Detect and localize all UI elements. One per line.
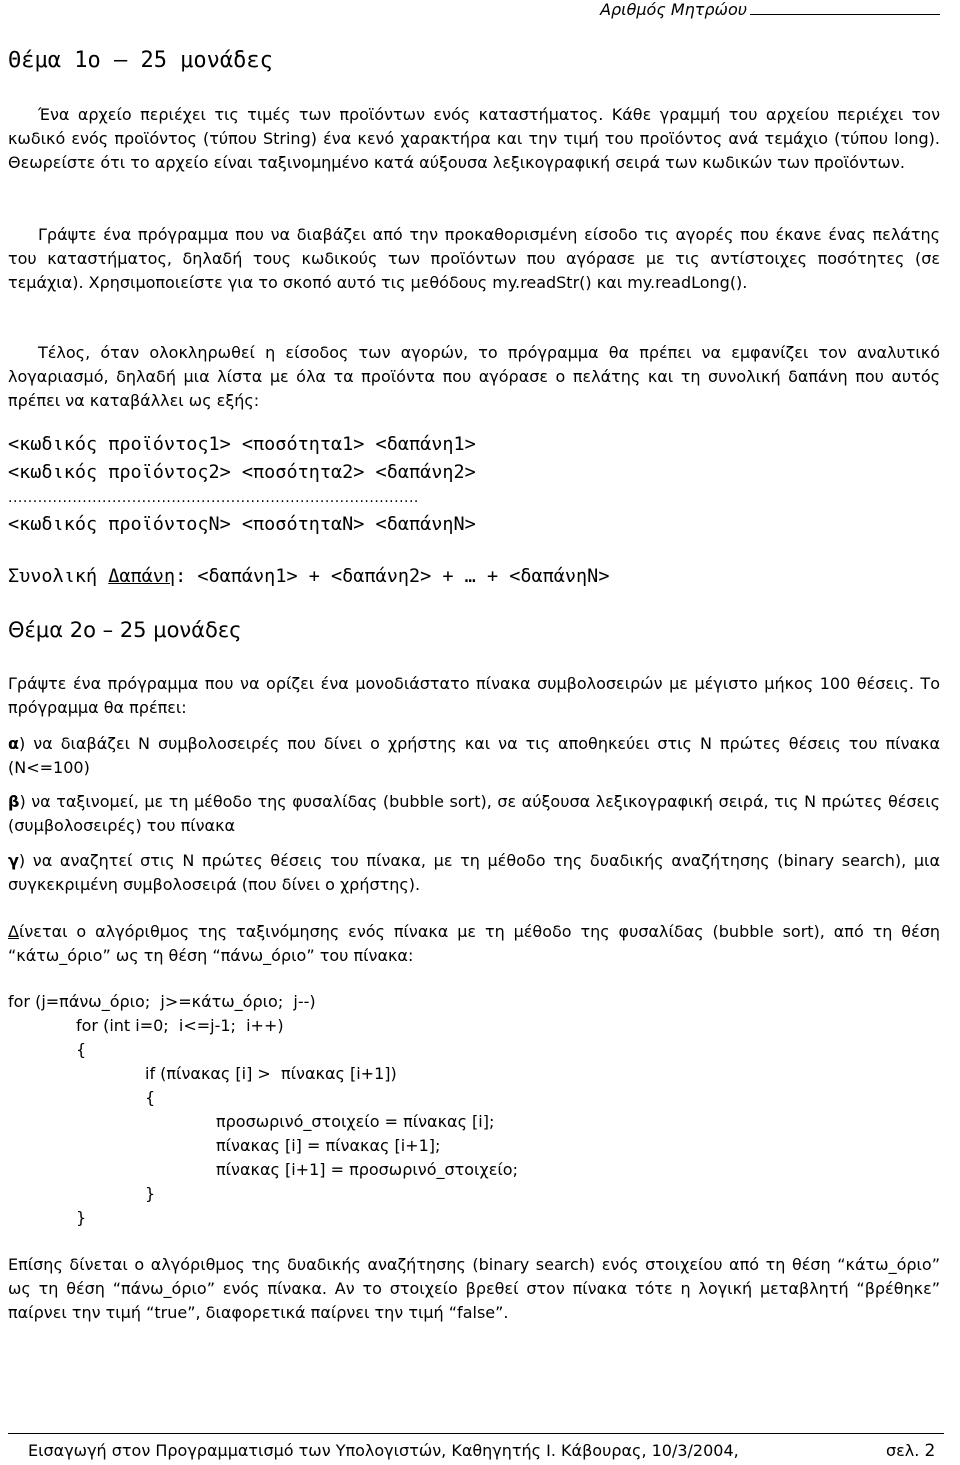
bubble-sort-intro-text: ίνεται ο αλγόριθμος της ταξινόμησης ενός πίνακα με τη μέθοδο της φυσαλίδας (bubble sort), από τη θέση “κάτω_όριο” ως τη θέση “πάνω_όριο” του πίνακα: bbox=[8, 922, 940, 965]
registry-number-label: Αριθμός Μητρώου bbox=[600, 0, 747, 19]
item-b-text: ) να ταξινομεί, με τη μέθοδο της φυσαλίδας (bubble sort), σε αύξουσα λεξικογραφική σειρά, τις N πρώτες θέσεις (συμβολοσειρές) του πίνακα bbox=[8, 792, 940, 835]
code-line-6: προσωρινό_στοιχείο = πίνακας [i]; bbox=[216, 1112, 495, 1131]
output-format-line-1: <κωδικός προϊόντος1> <ποσότητα1> <δαπάνη1> bbox=[8, 434, 476, 455]
topic2-item-a bbox=[8, 732, 940, 780]
code-line-8: πίνακας [i+1] = προσωρινό_στοιχείο; bbox=[216, 1160, 518, 1179]
topic2-title: Θέμα 2ο – 25 μονάδες bbox=[8, 618, 242, 642]
output-format-line-2: <κωδικός προϊόντος2> <ποσότητα2> <δαπάνη2> bbox=[8, 462, 476, 483]
footer-page-number bbox=[886, 1441, 935, 1461]
bubble-sort-intro-initial: Δ bbox=[8, 922, 19, 941]
item-c-label: γ bbox=[8, 851, 19, 870]
total-cost-label-1: Συνολική bbox=[8, 566, 109, 587]
binary-search-paragraph: Επίσης δίνεται ο αλγόριθμος της δυαδικής αναζήτησης (binary search) ενός στοιχείου από τη θέση “κάτω_όριο” ως τη θέση “πάνω_όριο” ενός πίνακα. Αν το στοιχείο βρεθεί στον πίνακα τότε η λογική μεταβλητή “βρέθηκε” παίρνει την τιμή “true”, διαφορετικά παίρνει την τιμή “false”. bbox=[8, 1255, 940, 1322]
footer-divider bbox=[8, 1433, 944, 1434]
topic1-paragraph-3: Τέλος, όταν ολοκληρωθεί η είσοδος των αγορών, το πρόγραμμα θα πρέπει να εμφανίζει τον αναλυτικό λογαριασμό, δηλαδή μια λίστα με όλα τα προϊόντα που αγόρασε ο πελάτης και τη συνολική δαπάνη που αυτός πρέπει να καταβάλλει ως εξής: bbox=[8, 343, 940, 410]
page-label: σελ. bbox=[886, 1441, 920, 1460]
output-format-ellipsis: ................................................................................... bbox=[8, 490, 419, 506]
topic1-paragraph-1: Ένα αρχείο περιέχει τις τιμές των προϊόντων ενός καταστήματος. Κάθε γραμμή του αρχείου περιέχει τον κωδικό ενός προϊόντος (τύπου String) ένα κενό χαρακτήρα και την τιμή του προϊόντος ανά τεμάχιο (τύπου long). Θεωρείστε ότι το αρχείο είναι ταξινομημένο κατά αύξουσα λεξικογραφική σειρά των κωδικών των προϊόντων. bbox=[8, 105, 940, 172]
total-cost-formula: : <δαπάνη1> + <δαπάνη2> + … + <δαπάνηN> bbox=[175, 566, 610, 587]
code-line-4: if (πίνακας [i] > πίνακας [i+1]) bbox=[145, 1064, 397, 1083]
total-cost-line bbox=[8, 566, 609, 587]
topic1-paragraph-2: Γράψτε ένα πρόγραμμα που να διαβάζει από την προκαθορισμένη είσοδο τις αγορές που έκανε ένας πελάτης του καταστήματος, δηλαδή τους κωδικούς των προϊόντων που αγόρασε με τις αντίστοιχες ποσότητες (σε τεμάχια). Χρησιμοποιείστε για το σκοπό αυτό τις μεθόδους my.readStr() και my.readLong(). bbox=[8, 225, 940, 292]
code-line-9: } bbox=[145, 1184, 156, 1203]
code-line-2: for (int i=0; i<=j-1; i++) bbox=[76, 1016, 284, 1035]
item-a-label: α bbox=[8, 734, 19, 753]
total-cost-label-2: Δαπάνη bbox=[108, 566, 176, 587]
registry-number-field bbox=[600, 0, 940, 19]
registry-number-blank-line bbox=[750, 0, 940, 15]
code-line-3: { bbox=[76, 1040, 87, 1059]
code-line-1: for (j=πάνω_όριο; j>=κάτω_όριο; j--) bbox=[8, 992, 316, 1011]
code-line-10: } bbox=[76, 1208, 87, 1227]
footer-course-info: Εισαγωγή στον Προγραμματισμό των Υπολογιστών, Καθηγητής Ι. Κάβουρας, 10/3/2004, bbox=[28, 1441, 739, 1460]
page-number: 2 bbox=[924, 1441, 936, 1461]
topic2-item-c bbox=[8, 849, 940, 897]
code-line-5: { bbox=[145, 1088, 156, 1107]
item-c-text: ) να αναζητεί στις N πρώτες θέσεις του πίνακα, με τη μέθοδο της δυαδικής αναζήτησης (binary search), μια συγκεκριμένη συμβολοσειρά (που δίνει ο χρήστης). bbox=[8, 851, 940, 894]
bubble-sort-intro bbox=[8, 920, 940, 968]
topic1-title: Θέμα 1ο – 25 μονάδες bbox=[8, 48, 273, 73]
code-line-7: πίνακας [i] = πίνακας [i+1]; bbox=[216, 1136, 441, 1155]
topic2-intro: Γράψτε ένα πρόγραμμα που να ορίζει ένα μονοδιάστατο πίνακα συμβολοσειρών με μέγιστο μήκος 100 θέσεις. Το πρόγραμμα θα πρέπει: bbox=[8, 674, 940, 717]
topic2-item-b bbox=[8, 790, 940, 838]
output-format-line-n: <κωδικός προϊόντοςN> <ποσότηταN> <δαπάνηN> bbox=[8, 514, 476, 535]
item-b-label: β bbox=[8, 792, 20, 811]
item-a-text: ) να διαβάζει N συμβολοσειρές που δίνει ο χρήστης και να τις αποθηκεύει στις N πρώτες θέσεις του πίνακα (N<=100) bbox=[8, 734, 940, 777]
